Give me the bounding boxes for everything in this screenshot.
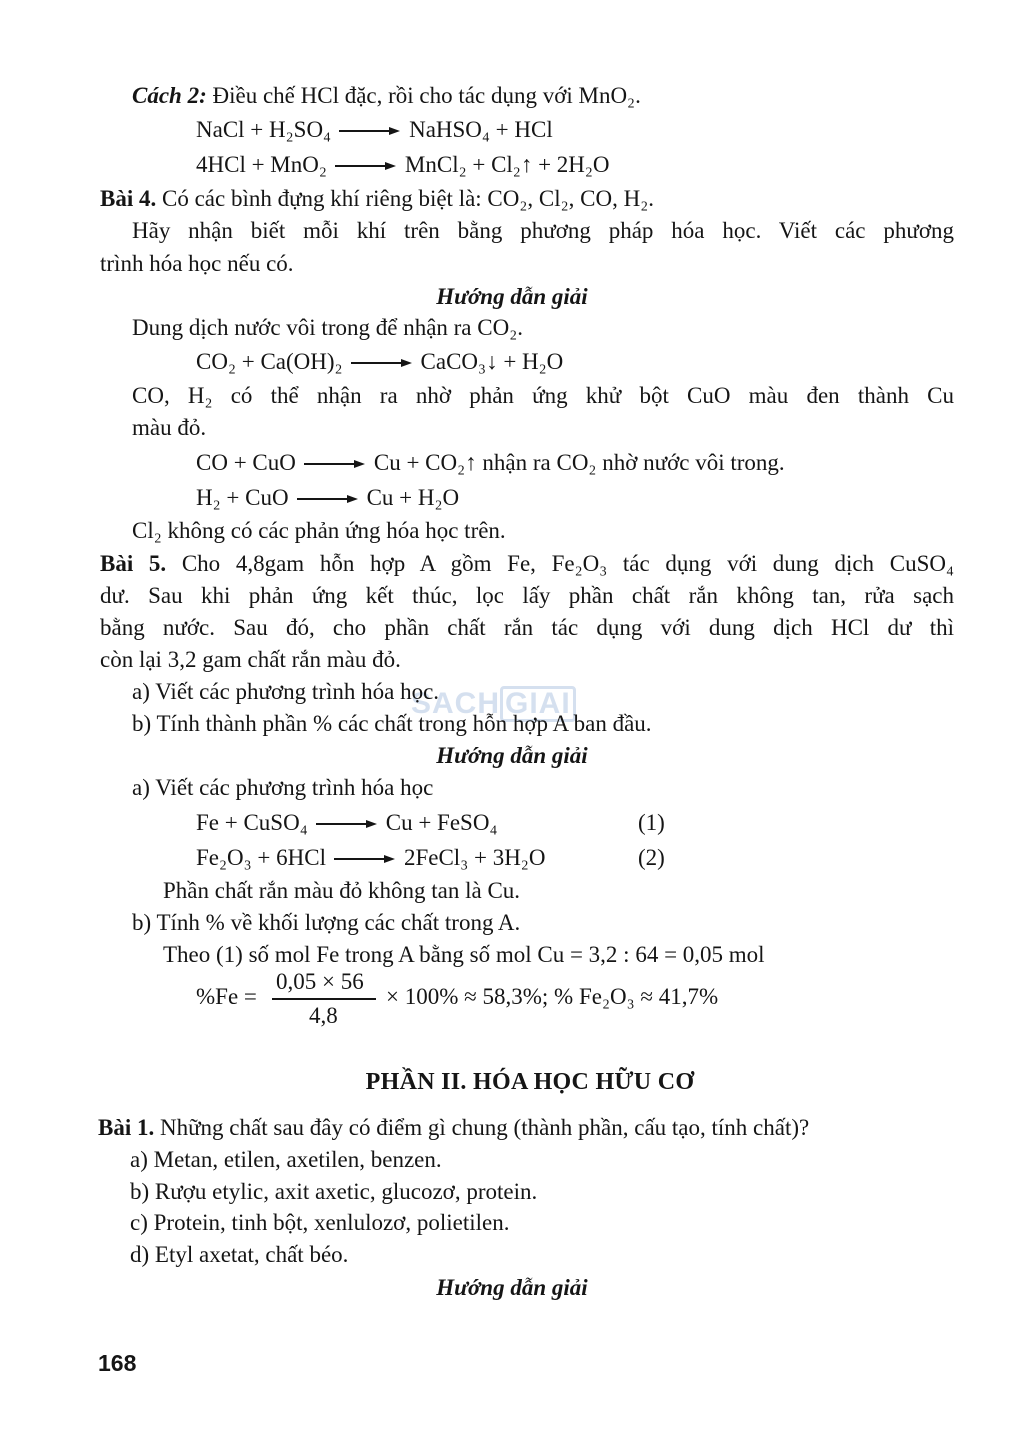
watermark-text-left: SACH (411, 687, 501, 720)
p2-item-d: d) Etyl axetat, chất béo. (130, 1242, 349, 1267)
equation-3 (196, 346, 563, 378)
guide-heading-3: Hướng dẫn giải (436, 1275, 588, 1300)
equation-1-reactants: NaCl + H₂SO₄ (196, 117, 332, 142)
equation-7-products: 2FeCl₃ + 3H₂O (403, 845, 546, 870)
guide-heading-2: Hướng dẫn giải (436, 743, 588, 768)
equation-3-reactants: CO₂ + Ca(OH)₂ (196, 349, 343, 374)
reaction-arrow-icon (351, 358, 413, 368)
equation-2 (196, 149, 610, 181)
cach2-line (132, 80, 641, 112)
equation-1-products: NaHSO₄ + HCl (409, 117, 553, 142)
equation-6-reactants: Fe + CuSO₄ (196, 810, 308, 835)
equation-7-number: (2) (638, 845, 665, 870)
equation-6-products: Cu + FeSO₄ (385, 810, 498, 835)
p2-bai1-line (98, 1112, 809, 1144)
sol5-part-b: b) Tính % về khối lượng các chất trong A. (132, 910, 521, 935)
equation-2-reactants: 4HCl + MnO₂ (196, 152, 327, 177)
cach2-text: Điều chế HCl đặc, rồi cho tác dụng với MnO₂. (206, 83, 641, 108)
p2-item-c: c) Protein, tinh bột, xenlulozơ, polietilen. (130, 1210, 510, 1235)
bai4-text: Có các bình đựng khí riêng biệt là: CO₂, Cl₂, CO, H₂. (156, 186, 654, 211)
sol5-part-a: a) Viết các phương trình hóa học (132, 775, 434, 800)
p2-item-b: b) Rượu etylic, axit axetic, glucozơ, protein. (130, 1179, 538, 1204)
watermark-text-box: GIAI (500, 686, 576, 722)
equation-6-number: (1) (638, 810, 665, 835)
equation-7-reactants: Fe₂O₃ + 6HCl (196, 845, 326, 870)
p2-bai1-text: Những chất sau đây có điểm gì chung (thành phần, cấu tạo, tính chất)? (154, 1115, 810, 1140)
equation-4-reactants: CO + CuO (196, 450, 296, 475)
equation-5-products: Cu + H₂O (366, 485, 460, 510)
formula-denominator: 4,8 (309, 1003, 338, 1028)
formula-lhs: %Fe = (196, 984, 257, 1009)
equation-5-reactants: H₂ + CuO (196, 485, 289, 510)
part2-heading: PHẦN II. HÓA HỌC HỮU CƠ (365, 1069, 695, 1095)
formula-numerator: 0,05 × 56 (276, 969, 364, 994)
formula-rhs: × 100% ≈ 58,3%; % Fe₂O₃ ≈ 41,7% (386, 984, 719, 1009)
bai5-question-a: a) Viết các phương trình hóa học. (132, 679, 440, 704)
sol4-line4: Cl₂ không có các phản ứng hóa học trên. (132, 518, 506, 543)
p2-bai1-label: Bài 1. (98, 1115, 155, 1140)
sol4-line3: màu đỏ. (132, 415, 207, 440)
reaction-arrow-icon (339, 126, 401, 136)
guide-heading-1: Hướng dẫn giải (436, 284, 588, 309)
bai5-line3: bằng nước. Sau đó, cho phần chất rắn tác dụng với dung dịch HCl dư thì (100, 615, 954, 640)
bai4-line2: Hãy nhận biết mỗi khí trên bằng phương pháp hóa học. Viết các phương (132, 218, 954, 243)
equation-5 (196, 482, 459, 514)
equation-6 (196, 807, 497, 839)
equation-1 (196, 114, 553, 146)
p2-item-a: a) Metan, etilen, axetilen, benzen. (130, 1147, 442, 1172)
sol4-line2: CO, H₂ có thể nhận ra nhờ phản ứng khử bột CuO màu đen thành Cu (132, 383, 954, 408)
equation-4 (196, 447, 785, 479)
sol5-line1: Phần chất rắn màu đỏ không tan là Cu. (163, 878, 521, 903)
reaction-arrow-icon (316, 819, 378, 829)
reaction-arrow-icon (335, 161, 397, 171)
cach2-label: Cách 2: (132, 83, 207, 108)
reaction-arrow-icon (297, 494, 359, 504)
equation-2-products: MnCl₂ + Cl₂↑ + 2H₂O (404, 152, 610, 177)
equation-3-products: CaCO₃↓ + H₂O (420, 349, 564, 374)
bai5-line4: còn lại 3,2 gam chất rắn màu đỏ. (100, 647, 401, 672)
equation-4-products: Cu + CO₂↑ nhận ra CO₂ nhờ nước vôi trong. (373, 450, 785, 475)
equation-7 (196, 842, 545, 874)
reaction-arrow-icon (304, 459, 366, 469)
bai5-line2: dư. Sau khi phản ứng kết thúc, lọc lấy phần chất rắn không tan, rửa sạch (100, 583, 954, 608)
bai4-label: Bài 4. (100, 186, 157, 211)
sol5-line2: Theo (1) số mol Fe trong A bằng số mol Cu = 3,2 : 64 = 0,05 mol (163, 942, 765, 967)
page-number: 168 (98, 1350, 137, 1376)
bai4-line1 (100, 183, 654, 215)
sol4-line1: Dung dịch nước vôi trong để nhận ra CO₂. (132, 315, 523, 340)
bai5-label: Bài 5. (100, 551, 167, 576)
reaction-arrow-icon (334, 854, 396, 864)
bai4-line3: trình hóa học nếu có. (100, 251, 294, 276)
bai5-question-b: b) Tính thành phần % các chất trong hỗn hợp A ban đầu. (132, 711, 652, 736)
bai5-line1 (100, 548, 954, 580)
bai5-text: Cho 4,8gam hỗn hợp A gồm Fe, Fe₂O₃ tác dụng với dung dịch CuSO₄ (166, 551, 954, 576)
